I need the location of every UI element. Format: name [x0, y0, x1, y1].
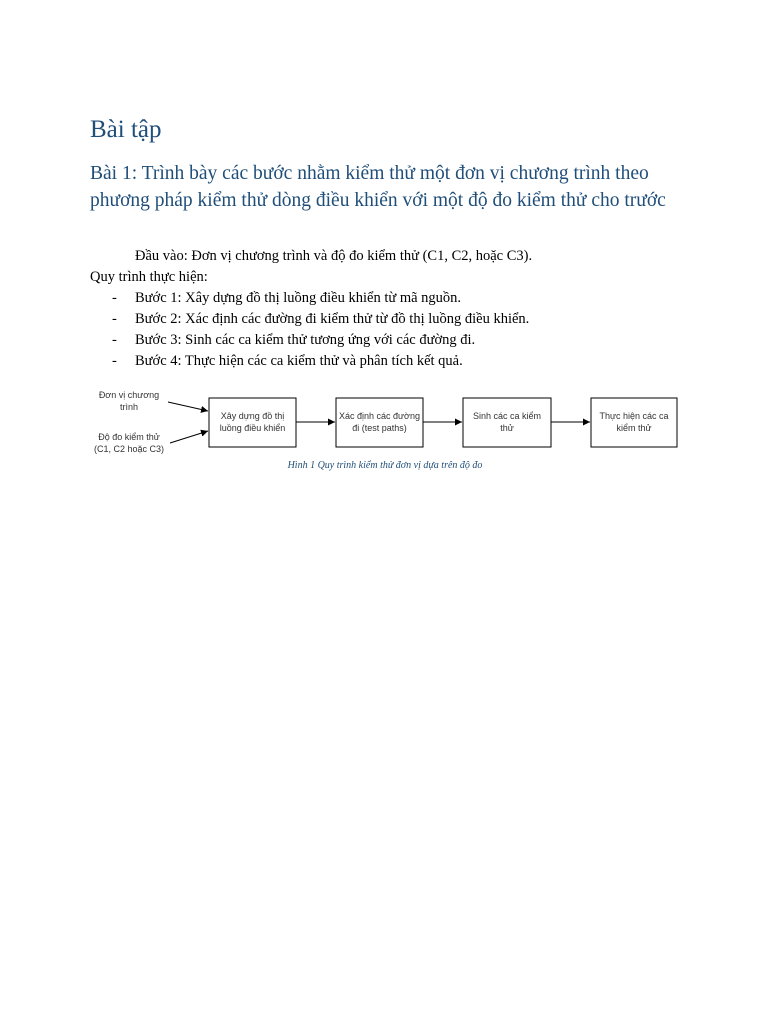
process-box-label: Sinh các ca kiểm [472, 411, 542, 421]
list-item [90, 330, 529, 351]
input-label-unit: trình [119, 402, 139, 412]
list-item [90, 309, 529, 330]
process-box-label: Xác định các đường [339, 411, 420, 421]
process-box-label: Xây dựng đồ thị [220, 411, 285, 421]
process-flow-diagram [88, 385, 680, 460]
exercise-title: Bài 1: Trình bày các bước nhằm kiểm thử một đơn vị chương trình theo phương pháp kiểm thử dòng điều khiển với một độ đo kiểm thử cho trước [90, 163, 666, 211]
bullet-dash: - [112, 290, 117, 306]
figure-caption: Hình 1 Quy trình kiểm thử đơn vị dựa trên độ đo [287, 460, 483, 471]
process-box-label: Thực hiện các ca [599, 411, 669, 421]
process-box-label: đi (test paths) [352, 423, 407, 433]
section-heading: Bài tập [90, 116, 162, 143]
process-box-label: thử [500, 423, 514, 433]
bullet-dash: - [112, 353, 117, 369]
process-label: Quy trình thực hiện: [90, 269, 208, 285]
input-description: Đầu vào: Đơn vị chương trình và độ đo kiểm thử (C1, C2, hoặc C3). [135, 248, 533, 264]
list-item [90, 351, 529, 372]
process-box-label: luồng điều khiển [219, 423, 286, 433]
bullet-dash: - [112, 332, 117, 348]
input-label-metric: (C1, C2 hoặc C3) [93, 444, 165, 454]
step-text: Bước 4: Thực hiện các ca kiểm thử và phân tích kết quả. [135, 353, 463, 369]
step-text: Bước 3: Sinh các ca kiểm thử tương ứng với các đường đi. [135, 332, 476, 348]
input-label-metric: Độ đo kiểm thử [98, 432, 160, 442]
bullet-dash: - [112, 311, 117, 327]
step-text: Bước 2: Xác định các đường đi kiểm thử từ đồ thị luồng điều khiển. [135, 311, 530, 327]
step-text: Bước 1: Xây dựng đồ thị luồng điều khiển từ mã nguồn. [135, 290, 462, 306]
process-box-label: kiểm thử [616, 423, 652, 433]
input-label-unit: Đơn vị chương [98, 390, 160, 400]
list-item [90, 288, 529, 309]
input-arrow [170, 431, 208, 443]
input-arrow [168, 402, 208, 411]
steps-list [90, 288, 529, 372]
